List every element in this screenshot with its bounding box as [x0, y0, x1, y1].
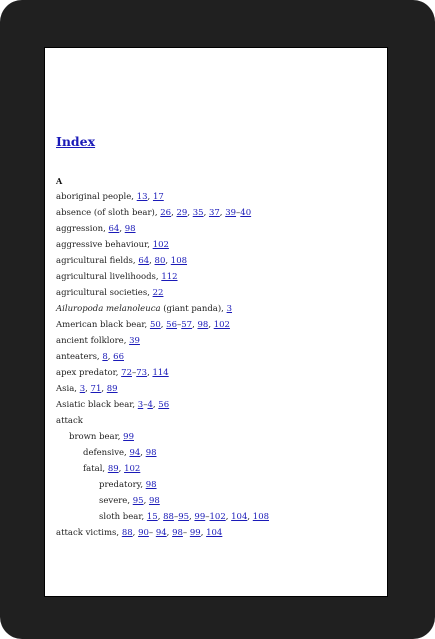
index-entry: [56, 333, 381, 349]
index-term-text: –: [131, 368, 137, 378]
index-entry: [56, 285, 381, 301]
index-entry: [56, 189, 381, 205]
index-term-text: aggression,: [56, 224, 109, 234]
page-reference-link[interactable]: 102: [209, 512, 226, 522]
page-reference-link[interactable]: 64: [108, 224, 120, 234]
page-reference-link[interactable]: 102: [152, 240, 169, 250]
index-entry: [56, 461, 381, 477]
index-term-text: attack victims,: [56, 528, 122, 538]
page-reference-link[interactable]: 88: [163, 512, 174, 522]
page-reference-link[interactable]: 66: [113, 352, 124, 362]
page-reference-link[interactable]: 98: [145, 448, 157, 458]
page-reference-link[interactable]: 3: [137, 400, 144, 410]
index-term-text: absence (of sloth bear),: [56, 208, 161, 218]
index-term-text: ,: [143, 496, 149, 506]
index-entry: [56, 317, 381, 333]
page-reference-link[interactable]: 40: [240, 208, 252, 218]
index-entry: [56, 205, 381, 221]
index-title-link[interactable]: Index: [56, 134, 96, 149]
index-term-text: agricultural livelihoods,: [56, 272, 162, 282]
page-reference-link[interactable]: 15: [146, 512, 158, 522]
index-term-text: Asiatic black bear,: [56, 400, 138, 410]
page-reference-link[interactable]: 3: [226, 304, 233, 314]
index-entry: [56, 445, 381, 461]
page-reference-link[interactable]: 13: [136, 192, 148, 202]
index-term-text: apex predator,: [56, 368, 122, 378]
index-entry: [56, 509, 381, 525]
index-term-text: ,: [147, 368, 153, 378]
index-term-text: ,: [208, 320, 214, 330]
page-reference-link[interactable]: 37: [208, 208, 220, 218]
page-reference-link[interactable]: 108: [170, 256, 188, 266]
page-reference-link[interactable]: 4: [147, 400, 153, 410]
index-entry: [56, 381, 381, 397]
page-reference-link[interactable]: 94: [155, 528, 167, 538]
page-reference-link[interactable]: 39: [129, 336, 140, 346]
index-term-text: ,: [140, 448, 146, 458]
index-term-text: ,: [187, 208, 193, 218]
index-term-text: ,: [192, 320, 198, 330]
page-reference-link[interactable]: 98: [124, 224, 136, 234]
page-reference-link[interactable]: 22: [152, 288, 164, 298]
index-entry: [56, 397, 381, 413]
index-term-text: –: [143, 400, 148, 410]
page-reference-link[interactable]: 17: [152, 192, 164, 202]
index-term-text: defensive,: [83, 448, 130, 458]
index-term-text: ,: [147, 192, 153, 202]
index-entry: [56, 365, 381, 381]
page-reference-link[interactable]: 95: [178, 512, 190, 522]
index-term-text: anteaters,: [56, 352, 103, 362]
page-reference-link[interactable]: 3: [79, 384, 86, 394]
page-reference-link[interactable]: 99: [189, 528, 201, 538]
index-term-text: American black bear,: [56, 320, 150, 330]
index-term-italic: Ailuropoda melanoleuca: [56, 304, 161, 314]
index-term-text: ,: [85, 384, 91, 394]
index-term-text: predatory,: [99, 480, 146, 490]
index-term-text: aggressive behaviour,: [56, 240, 153, 250]
index-entry: [56, 493, 381, 509]
index-term-text: ,: [101, 384, 107, 394]
page-reference-link[interactable]: 90: [138, 528, 149, 538]
page-reference-link[interactable]: 56: [158, 400, 170, 410]
index-term-text: (giant panda),: [160, 304, 227, 314]
index-entry: [56, 429, 381, 445]
page-reference-link[interactable]: 112: [161, 272, 178, 282]
index-term-text: ,: [166, 528, 173, 538]
index-term-text: ,: [219, 208, 226, 218]
index-term-text: ,: [200, 528, 207, 538]
index-term-text: –: [182, 528, 190, 538]
index-term-text: –: [205, 512, 210, 522]
page-reference-link[interactable]: 88: [121, 528, 133, 538]
page-reference-link[interactable]: 98: [172, 528, 183, 538]
index-term-text: ,: [119, 224, 125, 234]
index-term-text: ,: [152, 400, 159, 410]
book-page[interactable]: [44, 47, 388, 597]
page-reference-link[interactable]: 35: [192, 208, 204, 218]
index-term-text: ,: [165, 256, 171, 266]
index-term-text: ancient folklore,: [56, 336, 130, 346]
page-reference-link[interactable]: 108: [252, 512, 270, 522]
page-reference-link[interactable]: 95: [132, 496, 144, 506]
index-entry: [56, 349, 381, 365]
index-entry: [56, 237, 381, 253]
index-term-text: ,: [149, 256, 155, 266]
index-term-text: ,: [189, 512, 195, 522]
page-reference-link[interactable]: 104: [206, 528, 223, 538]
index-term-text: agricultural fields,: [56, 256, 139, 266]
page-reference-link[interactable]: 99: [123, 432, 134, 442]
page-reference-link[interactable]: 73: [136, 368, 148, 378]
page-reference-link[interactable]: 8: [102, 352, 108, 362]
page-reference-link[interactable]: 56: [166, 320, 177, 330]
index-entry: [56, 269, 381, 285]
index-term-text: ,: [160, 320, 167, 330]
page-reference-link[interactable]: 114: [152, 368, 169, 378]
page-reference-link[interactable]: 99: [194, 512, 206, 522]
page-reference-link[interactable]: 102: [213, 320, 230, 330]
page-reference-link[interactable]: 71: [90, 384, 102, 394]
index-letter-heading: A: [56, 176, 63, 186]
index-term-text: ,: [171, 208, 177, 218]
index-term-text: ,: [132, 528, 139, 538]
index-entry: [56, 477, 381, 493]
index-term-text: ,: [107, 352, 114, 362]
index-term-text: ,: [203, 208, 209, 218]
index-term-text: Asia,: [56, 384, 80, 394]
index-term-text: ,: [225, 512, 232, 522]
index-term-text: ,: [247, 512, 253, 522]
index-entry: [56, 413, 381, 429]
index-term-text: –: [177, 320, 182, 330]
index-term-text: ,: [157, 512, 164, 522]
page-reference-link[interactable]: 26: [160, 208, 172, 218]
page-reference-link[interactable]: 50: [149, 320, 161, 330]
page-reference-link[interactable]: 89: [106, 384, 118, 394]
index-term-text: sloth bear,: [99, 512, 147, 522]
index-term-text: severe,: [99, 496, 133, 506]
index-term-text: aboriginal people,: [56, 192, 137, 202]
index-term-text: agricultural societies,: [56, 288, 153, 298]
page-reference-link[interactable]: 29: [176, 208, 188, 218]
index-entry: [56, 253, 381, 269]
index-entry-list: [56, 189, 381, 541]
index-term-text: ,: [118, 464, 125, 474]
index-entry: [56, 221, 381, 237]
page-reference-link[interactable]: 102: [124, 464, 141, 474]
index-term-text: –: [236, 208, 241, 218]
page-reference-link[interactable]: 72: [121, 368, 132, 378]
index-entry: [56, 525, 381, 541]
page-reference-link[interactable]: 98: [148, 496, 160, 506]
index-entry: [56, 301, 381, 317]
page-reference-link[interactable]: 57: [181, 320, 193, 330]
index-term-text: –: [148, 528, 156, 538]
index-term-text: attack: [56, 416, 83, 426]
index-term-text: brown bear,: [69, 432, 124, 442]
index-term-text: fatal,: [83, 464, 108, 474]
page-reference-link[interactable]: 39: [225, 208, 237, 218]
page-reference-link[interactable]: 104: [231, 512, 248, 522]
page-reference-link[interactable]: 64: [138, 256, 150, 266]
index-term-text: –: [173, 512, 179, 522]
page-reference-link[interactable]: 89: [107, 464, 119, 474]
page-reference-link[interactable]: 94: [129, 448, 141, 458]
page-reference-link[interactable]: 98: [145, 480, 157, 490]
page-reference-link[interactable]: 80: [154, 256, 166, 266]
page-reference-link[interactable]: 98: [197, 320, 209, 330]
